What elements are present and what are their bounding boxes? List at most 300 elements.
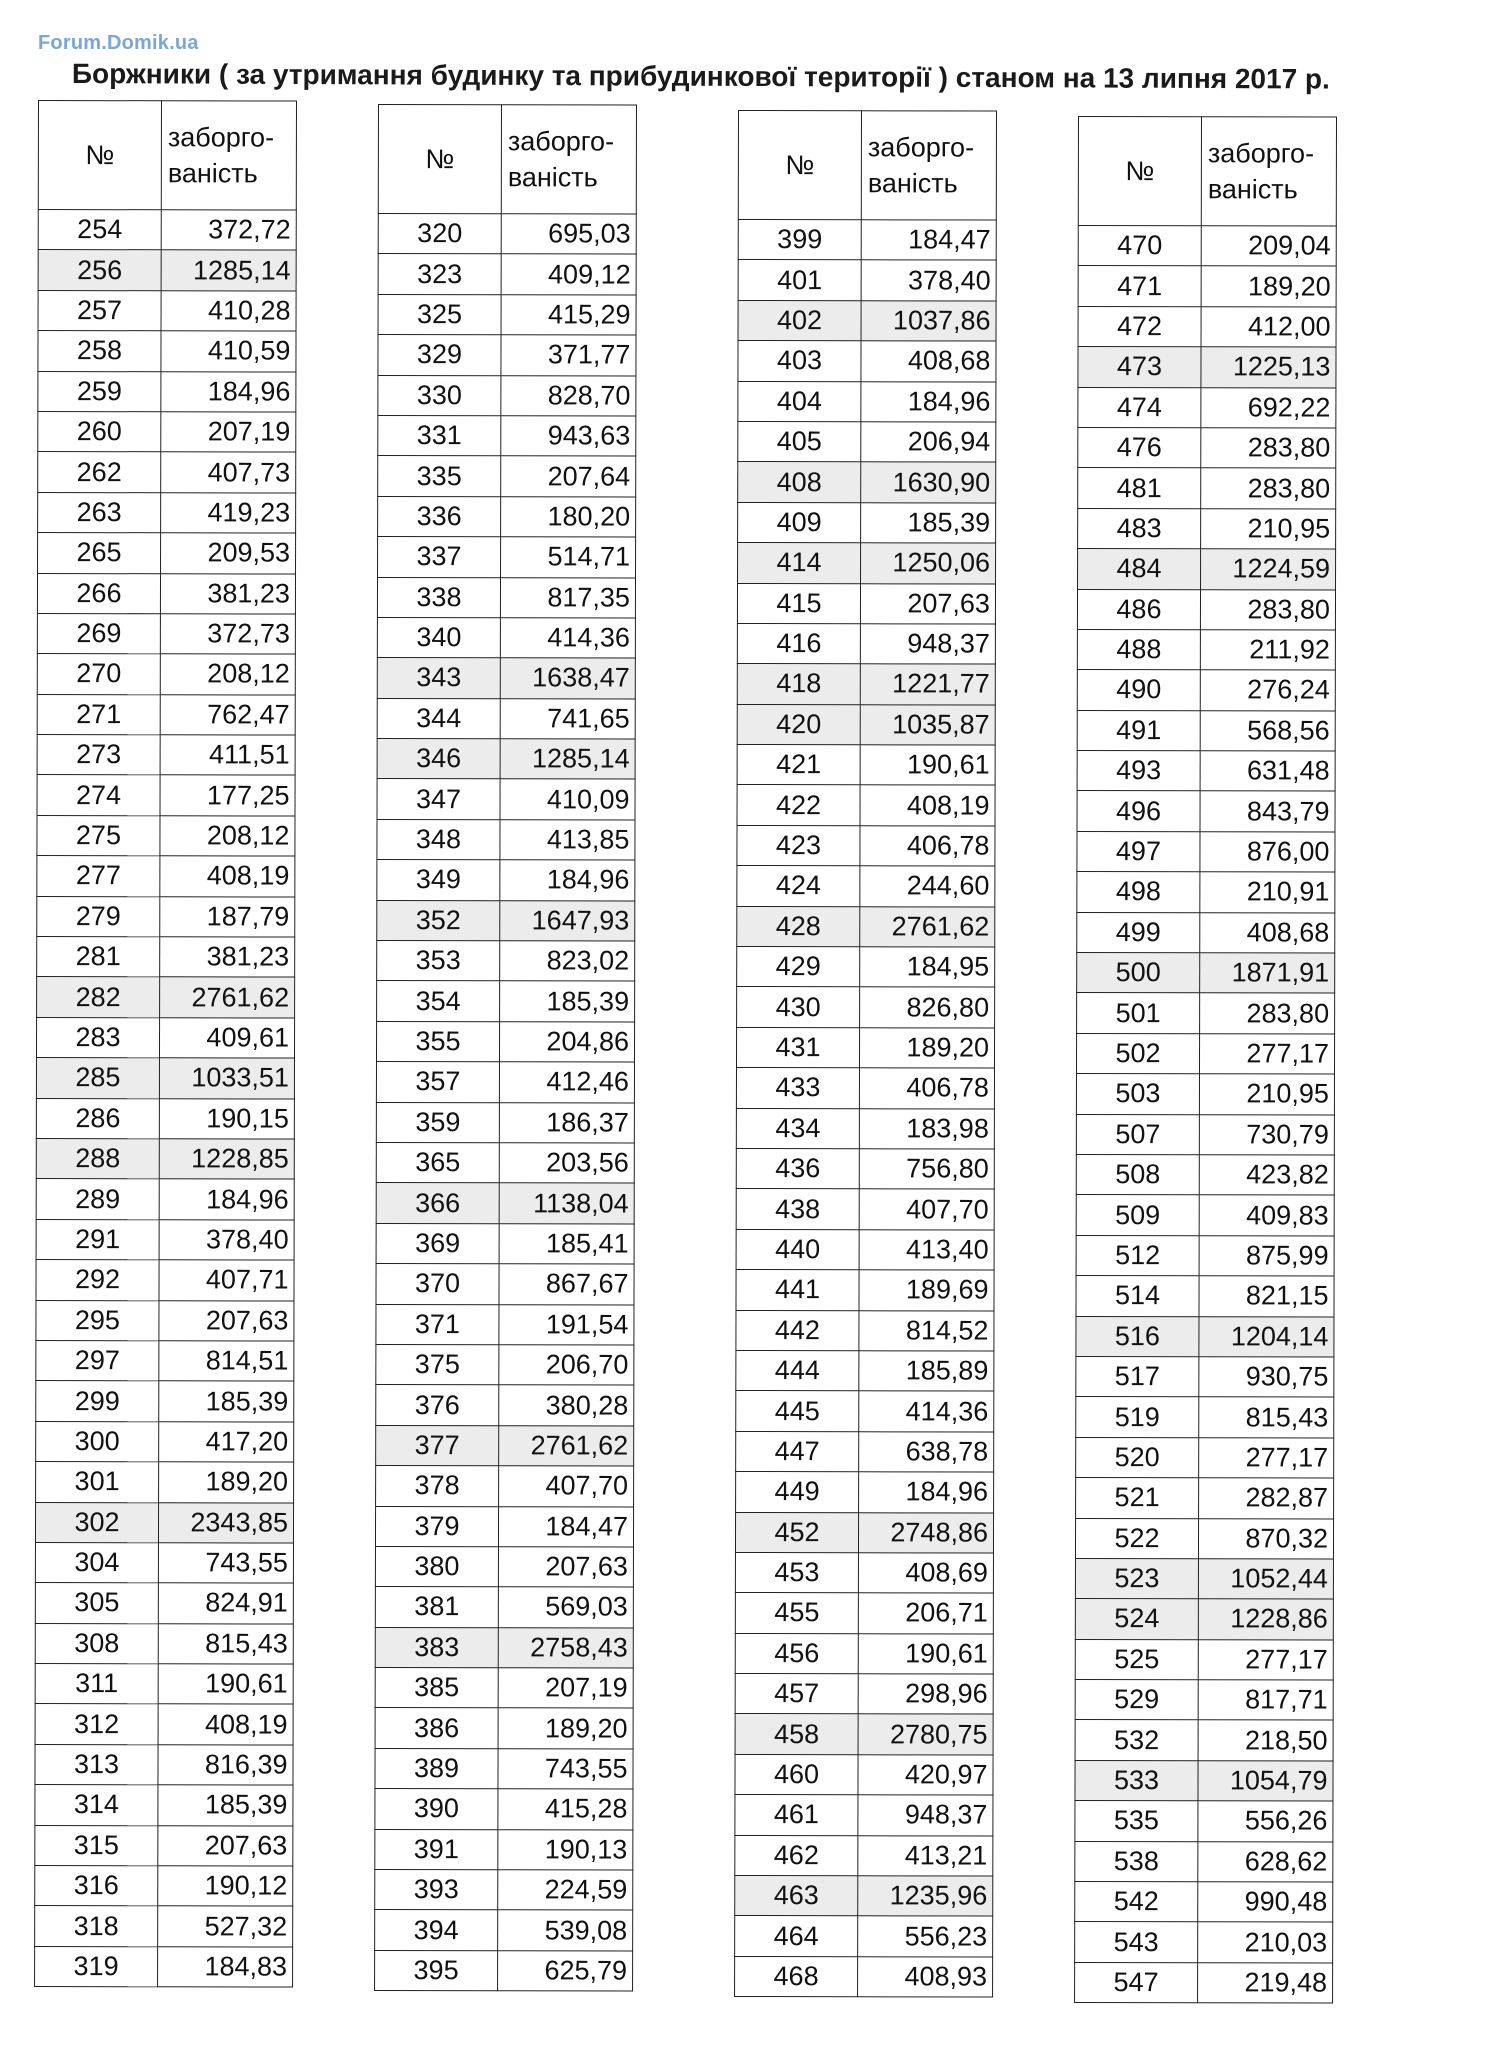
debtors-table-2 (374, 104, 637, 1992)
debt-amount-cell: 276,24 (1200, 670, 1335, 711)
debt-amount-cell: 875,99 (1199, 1236, 1334, 1277)
debt-amount-cell: 2748,86 (858, 1512, 993, 1553)
table-row (736, 1391, 994, 1432)
table-row (736, 1027, 994, 1068)
apartment-number-cell: 386 (375, 1708, 498, 1749)
table-row (735, 1835, 993, 1876)
debt-amount-cell: 207,19 (161, 412, 296, 453)
debt-amount-cell: 410,59 (161, 331, 296, 372)
table-row (36, 1017, 294, 1058)
table-row (735, 1674, 993, 1715)
table-row (38, 250, 296, 291)
debt-amount-cell: 1285,14 (161, 250, 296, 291)
apartment-number-cell: 529 (1075, 1680, 1198, 1721)
debt-amount-cell: 282,87 (1199, 1478, 1334, 1519)
table-row (1075, 1882, 1333, 1923)
debt-amount-cell: 527,32 (158, 1906, 293, 1947)
apartment-number-cell: 277 (37, 856, 160, 897)
table-row (735, 1916, 993, 1957)
table-row (736, 1270, 994, 1311)
debt-amount-cell: 409,83 (1199, 1195, 1334, 1236)
table-header-row (1078, 117, 1336, 227)
debt-amount-cell: 539,08 (498, 1910, 633, 1951)
apartment-number-cell: 408 (738, 462, 861, 503)
debt-amount-cell: 184,96 (161, 371, 296, 412)
apartment-number-cell: 543 (1075, 1922, 1198, 1963)
apartment-number-cell: 497 (1077, 831, 1200, 872)
apartment-number-cell: 316 (35, 1866, 158, 1907)
table-row (35, 1785, 293, 1826)
apartment-number-cell: 404 (738, 381, 861, 422)
apartment-number-cell: 282 (37, 977, 160, 1018)
apartment-number-cell: 375 (376, 1344, 499, 1385)
column-header-number: № (1078, 117, 1201, 226)
debt-amount-cell: 184,96 (159, 1179, 294, 1220)
apartment-number-cell: 483 (1078, 508, 1201, 549)
apartment-number-cell: 468 (735, 1956, 858, 1997)
table-row (1075, 1962, 1333, 2003)
debt-amount-cell: 569,03 (498, 1587, 633, 1628)
table-row (36, 1098, 294, 1139)
debt-amount-cell: 870,32 (1198, 1518, 1333, 1559)
debt-amount-cell: 186,37 (499, 1102, 634, 1143)
apartment-number-cell: 474 (1078, 387, 1201, 428)
column-header-debt (161, 101, 296, 210)
table-row (738, 220, 996, 261)
table-row (36, 1381, 294, 1422)
debt-amount-cell: 867,67 (499, 1264, 634, 1305)
column-header-debt (861, 111, 996, 220)
debt-amount-cell: 1630,90 (861, 462, 996, 503)
table-row (735, 1714, 993, 1755)
apartment-number-cell: 547 (1075, 1962, 1198, 2003)
debt-amount-cell: 408,93 (858, 1957, 993, 1998)
debt-amount-cell: 190,61 (858, 1633, 993, 1674)
debt-amount-cell: 876,00 (1200, 832, 1335, 873)
apartment-number-cell: 366 (376, 1183, 499, 1224)
apartment-number-cell: 331 (378, 415, 501, 456)
table-row (377, 698, 635, 739)
table-row (1076, 1478, 1334, 1519)
debt-amount-cell: 189,20 (498, 1708, 633, 1749)
apartment-number-cell: 460 (735, 1754, 858, 1795)
table-row (1076, 1154, 1334, 1195)
table-row (377, 779, 635, 820)
debt-amount-cell: 815,43 (158, 1623, 293, 1664)
debt-amount-cell: 211,92 (1200, 630, 1335, 671)
apartment-number-cell: 291 (36, 1219, 159, 1260)
debt-amount-cell: 628,62 (1198, 1841, 1333, 1882)
debt-amount-cell: 277,17 (1199, 1437, 1334, 1478)
apartment-number-cell: 292 (36, 1260, 159, 1301)
debt-amount-cell: 1225,13 (1201, 347, 1336, 388)
table-row (378, 214, 636, 255)
table-row (375, 1910, 633, 1951)
table-header-row (738, 111, 996, 221)
debt-amount-cell: 408,19 (158, 1704, 293, 1745)
table-row (377, 860, 635, 901)
apartment-number-cell: 289 (36, 1179, 159, 1220)
debt-amount-cell: 815,43 (1199, 1397, 1334, 1438)
apartment-number-cell: 269 (37, 613, 160, 654)
debt-amount-cell: 412,46 (499, 1062, 634, 1103)
apartment-number-cell: 365 (376, 1142, 499, 1183)
table-row (376, 1021, 634, 1062)
debt-amount-cell: 414,36 (500, 618, 635, 659)
debt-amount-cell: 298,96 (858, 1674, 993, 1715)
table-row (737, 866, 995, 907)
debt-amount-cell: 1235,96 (858, 1876, 993, 1917)
debt-amount-cell: 372,72 (161, 210, 296, 251)
apartment-number-cell: 385 (375, 1668, 498, 1709)
debt-amount-cell: 415,29 (501, 295, 636, 336)
apartment-number-cell: 481 (1078, 468, 1201, 509)
debt-amount-cell: 408,68 (861, 341, 996, 382)
apartment-number-cell: 453 (735, 1552, 858, 1593)
debt-amount-cell: 189,69 (859, 1270, 994, 1311)
table-row (1075, 1720, 1333, 1761)
apartment-number-cell: 273 (37, 735, 160, 776)
apartment-number-cell: 286 (36, 1098, 159, 1139)
debt-amount-cell: 823,02 (500, 941, 635, 982)
apartment-number-cell: 279 (37, 896, 160, 937)
apartment-number-cell: 371 (376, 1304, 499, 1345)
apartment-number-cell: 394 (375, 1910, 498, 1951)
debt-amount-cell: 187,79 (160, 896, 295, 937)
table-row (377, 900, 635, 941)
debt-amount-cell: 420,97 (858, 1755, 993, 1796)
debt-amount-cell: 406,78 (859, 1068, 994, 1109)
debt-amount-cell: 408,68 (1200, 912, 1335, 953)
table-row (35, 1623, 293, 1664)
table-row (35, 1946, 293, 1987)
debt-amount-cell: 826,80 (860, 987, 995, 1028)
apartment-number-cell: 336 (378, 496, 501, 537)
apartment-number-cell: 377 (376, 1425, 499, 1466)
debt-amount-cell: 824,91 (158, 1583, 293, 1624)
debt-amount-cell: 1224,59 (1201, 549, 1336, 590)
table-header-row (378, 105, 636, 215)
debt-amount-cell: 2761,62 (499, 1425, 634, 1466)
debt-amount-cell: 207,63 (158, 1825, 293, 1866)
apartment-number-cell: 340 (377, 617, 500, 658)
debt-amount-cell: 378,40 (159, 1220, 294, 1261)
table-row (1078, 226, 1336, 267)
debt-amount-cell: 204,86 (499, 1022, 634, 1063)
table-row (738, 462, 996, 503)
debt-amount-cell: 203,56 (499, 1143, 634, 1184)
debt-amount-cell: 409,12 (501, 254, 636, 295)
table-row (1075, 1760, 1333, 1801)
table-row (1078, 306, 1336, 347)
table-row (1076, 1074, 1334, 1115)
debt-amount-cell: 423,82 (1199, 1155, 1334, 1196)
apartment-number-cell: 458 (735, 1714, 858, 1755)
apartment-number-cell: 275 (37, 815, 160, 856)
apartment-number-cell: 491 (1077, 710, 1200, 751)
apartment-number-cell: 320 (378, 214, 501, 255)
debt-amount-cell: 407,71 (159, 1260, 294, 1301)
table-row (35, 1906, 293, 1947)
debt-amount-cell: 283,80 (1200, 589, 1335, 630)
table-row (35, 1825, 293, 1866)
table-row (36, 1260, 294, 1301)
apartment-number-cell: 486 (1077, 589, 1200, 630)
table-row (736, 1472, 994, 1513)
table-row (36, 1462, 294, 1503)
debt-amount-cell: 244,60 (860, 866, 995, 907)
table-row (378, 415, 636, 456)
table-row (735, 1876, 993, 1917)
table-row (1078, 347, 1336, 388)
apartment-number-cell: 354 (377, 981, 500, 1022)
apartment-number-cell: 344 (377, 698, 500, 739)
table-row (378, 254, 636, 295)
apartment-number-cell: 436 (736, 1148, 859, 1189)
apartment-number-cell: 285 (36, 1058, 159, 1099)
debt-amount-cell: 277,17 (1198, 1639, 1333, 1680)
debt-amount-cell: 413,40 (859, 1230, 994, 1271)
apartment-number-cell: 503 (1076, 1074, 1199, 1115)
debt-amount-cell: 184,83 (158, 1947, 293, 1988)
table-row (1076, 1195, 1334, 1236)
apartment-number-cell: 488 (1077, 629, 1200, 670)
debt-amount-cell: 380,28 (499, 1385, 634, 1426)
apartment-number-cell: 428 (737, 906, 860, 947)
table-row (1078, 387, 1336, 428)
debt-amount-cell: 1052,44 (1198, 1559, 1333, 1600)
table-row (36, 1058, 294, 1099)
apartment-number-cell: 389 (375, 1748, 498, 1789)
apartment-number-cell: 263 (38, 492, 161, 533)
table-row (1076, 1033, 1334, 1074)
apartment-number-cell: 258 (38, 331, 161, 372)
debt-amount-cell: 184,47 (498, 1506, 633, 1547)
debt-amount-cell: 419,23 (161, 492, 296, 533)
debt-amount-cell: 409,61 (159, 1018, 294, 1059)
debt-amount-cell: 817,35 (500, 577, 635, 618)
apartment-number-cell: 409 (738, 502, 861, 543)
apartment-number-cell: 476 (1078, 427, 1201, 468)
table-row (1077, 791, 1335, 832)
debt-amount-cell: 692,22 (1201, 387, 1336, 428)
apartment-number-cell: 393 (375, 1870, 498, 1911)
apartment-number-cell: 314 (35, 1785, 158, 1826)
table-row (377, 617, 635, 658)
table-row (1077, 751, 1335, 792)
debt-amount-cell: 206,70 (499, 1345, 634, 1386)
debtors-table-1 (34, 100, 297, 1988)
column-header-debt-line1: заборго- (507, 125, 615, 157)
debt-amount-cell: 189,20 (1201, 266, 1336, 307)
apartment-number-cell: 470 (1078, 226, 1201, 267)
table-row (375, 1748, 633, 1789)
debt-amount-cell: 184,96 (859, 1472, 994, 1513)
apartment-number-cell: 379 (375, 1506, 498, 1547)
debt-amount-cell: 185,89 (859, 1351, 994, 1392)
apartment-number-cell: 444 (736, 1350, 859, 1391)
table-row (37, 856, 295, 897)
debt-amount-cell: 209,53 (161, 533, 296, 574)
debt-amount-cell: 210,91 (1200, 872, 1335, 913)
apartment-number-cell: 449 (736, 1472, 859, 1513)
debt-amount-cell: 185,39 (158, 1785, 293, 1826)
apartment-number-cell: 522 (1075, 1518, 1198, 1559)
apartment-number-cell: 509 (1076, 1195, 1199, 1236)
debt-amount-cell: 408,19 (160, 856, 295, 897)
apartment-number-cell: 438 (736, 1189, 859, 1230)
apartment-number-cell: 265 (38, 533, 161, 574)
apartment-number-cell: 395 (375, 1950, 498, 1991)
debt-amount-cell: 412,00 (1201, 307, 1336, 348)
apartment-number-cell: 445 (736, 1391, 859, 1432)
apartment-number-cell: 434 (736, 1108, 859, 1149)
debt-amount-cell: 1138,04 (499, 1183, 634, 1224)
column-header-number: № (38, 101, 161, 210)
debt-amount-cell: 695,03 (501, 214, 636, 255)
debt-amount-cell: 556,26 (1198, 1801, 1333, 1842)
debt-amount-cell: 930,75 (1199, 1357, 1334, 1398)
apartment-number-cell: 347 (377, 779, 500, 820)
column-header-debt-line1: заборго- (1207, 137, 1315, 169)
column-header-debt-line2: ваність (867, 168, 958, 199)
debt-amount-cell: 206,71 (858, 1593, 993, 1634)
debt-amount-cell: 208,12 (160, 654, 295, 695)
apartment-number-cell: 499 (1077, 912, 1200, 953)
debt-amount-cell: 990,48 (1198, 1882, 1333, 1923)
apartment-number-cell: 500 (1077, 953, 1200, 994)
debt-amount-cell: 1871,91 (1200, 953, 1335, 994)
table-row (737, 623, 995, 664)
debt-amount-cell: 1285,14 (500, 739, 635, 780)
debt-amount-cell: 190,61 (158, 1664, 293, 1705)
apartment-number-cell: 288 (36, 1138, 159, 1179)
apartment-number-cell: 430 (737, 987, 860, 1028)
table-row (1078, 508, 1336, 549)
apartment-number-cell: 472 (1078, 306, 1201, 347)
apartment-number-cell: 532 (1075, 1720, 1198, 1761)
debt-amount-cell: 407,73 (161, 452, 296, 493)
debt-amount-cell: 556,23 (858, 1916, 993, 1957)
apartment-number-cell: 260 (38, 411, 161, 452)
table-row (376, 1223, 634, 1264)
table-row (738, 341, 996, 382)
apartment-number-cell: 490 (1077, 670, 1200, 711)
apartment-number-cell: 498 (1077, 872, 1200, 913)
debtors-table-3 (734, 110, 997, 1998)
debt-amount-cell: 183,98 (859, 1108, 994, 1149)
table-row (377, 941, 635, 982)
debt-amount-cell: 948,37 (858, 1795, 993, 1836)
debt-amount-cell: 407,70 (499, 1466, 634, 1507)
column-header-debt-line2: ваність (1207, 174, 1298, 205)
table-row (1077, 589, 1335, 630)
table-row (376, 1466, 634, 1507)
debt-amount-cell: 180,20 (501, 496, 636, 537)
table-row (38, 533, 296, 574)
table-row (738, 381, 996, 422)
table-row (1077, 831, 1335, 872)
apartment-number-cell: 259 (38, 371, 161, 412)
debt-amount-cell: 185,39 (159, 1381, 294, 1422)
apartment-number-cell: 462 (735, 1835, 858, 1876)
apartment-number-cell: 440 (736, 1229, 859, 1270)
table-row (35, 1583, 293, 1624)
table-row (376, 1062, 634, 1103)
apartment-number-cell: 378 (376, 1466, 499, 1507)
debt-amount-cell: 1228,86 (1198, 1599, 1333, 1640)
apartment-number-cell: 429 (737, 947, 860, 988)
debt-amount-cell: 417,20 (159, 1421, 294, 1462)
debt-amount-cell: 372,73 (160, 614, 295, 655)
debt-amount-cell: 514,71 (501, 537, 636, 578)
apartment-number-cell: 254 (38, 210, 161, 251)
apartment-number-cell: 514 (1076, 1276, 1199, 1317)
apartment-number-cell: 520 (1076, 1437, 1199, 1478)
debt-amount-cell: 184,96 (861, 381, 996, 422)
debt-amount-cell: 406,78 (860, 826, 995, 867)
table-row (376, 1385, 634, 1426)
table-row (1075, 1639, 1333, 1680)
column-header-debt-line1: заборго- (867, 131, 975, 163)
apartment-number-cell: 370 (376, 1264, 499, 1305)
apartment-number-cell: 297 (36, 1340, 159, 1381)
debt-amount-cell: 207,63 (159, 1300, 294, 1341)
apartment-number-cell: 464 (735, 1916, 858, 1957)
apartment-number-cell: 256 (38, 250, 161, 291)
debt-amount-cell: 207,63 (498, 1547, 633, 1588)
apartment-number-cell: 312 (35, 1704, 158, 1745)
apartment-number-cell: 416 (737, 623, 860, 664)
apartment-number-cell: 535 (1075, 1801, 1198, 1842)
debt-amount-cell: 184,96 (500, 860, 635, 901)
table-row (37, 735, 295, 776)
apartment-number-cell: 441 (736, 1270, 859, 1311)
table-row (1077, 710, 1335, 751)
table-row (1076, 1114, 1334, 1155)
table-row (737, 906, 995, 947)
table-row (1075, 1518, 1333, 1559)
apartment-number-cell: 346 (377, 739, 500, 780)
apartment-number-cell: 301 (36, 1462, 159, 1503)
debt-amount-cell: 208,12 (160, 816, 295, 857)
apartment-number-cell: 538 (1075, 1841, 1198, 1882)
table-row (736, 1108, 994, 1149)
debt-amount-cell: 814,51 (159, 1341, 294, 1382)
table-row (37, 654, 295, 695)
debt-amount-cell: 2761,62 (160, 977, 295, 1018)
debt-amount-cell: 413,85 (500, 820, 635, 861)
table-row (1078, 468, 1336, 509)
table-row (1076, 1356, 1334, 1397)
apartment-number-cell: 337 (378, 537, 501, 578)
table-row (1075, 1841, 1333, 1882)
table-row (37, 613, 295, 654)
debt-amount-cell: 210,95 (1199, 1074, 1334, 1115)
table-row (1075, 1680, 1333, 1721)
debt-amount-cell: 190,13 (498, 1829, 633, 1870)
apartment-number-cell: 300 (36, 1421, 159, 1462)
table-row (736, 1350, 994, 1391)
apartment-number-cell: 471 (1078, 266, 1201, 307)
debt-amount-cell: 408,69 (858, 1553, 993, 1594)
apartment-number-cell: 502 (1076, 1033, 1199, 1074)
debt-amount-cell: 638,78 (859, 1431, 994, 1472)
debt-amount-cell: 224,59 (498, 1870, 633, 1911)
apartment-number-cell: 418 (737, 664, 860, 705)
table-row (737, 745, 995, 786)
table-row (738, 502, 996, 543)
